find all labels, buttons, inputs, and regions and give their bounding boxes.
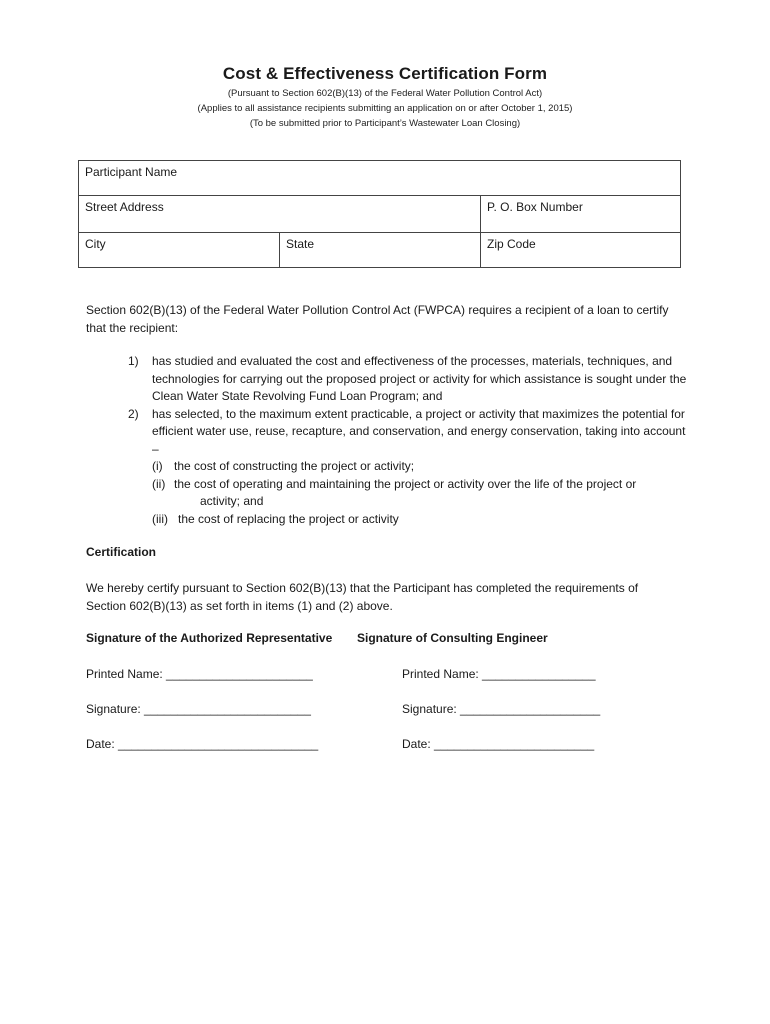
requirements-list [128, 353, 688, 528]
state-label: State [286, 237, 315, 251]
sub-list-item-number: (i) [152, 459, 163, 473]
sub-list-item-text: the cost of replacing the project or activity [178, 511, 399, 526]
list-item-text: has selected, to the maximum extent practicable, a project or activity that maximizes the potential for efficient water use, reuse, recapture, and conservation, and energy conservation, taking into account – [152, 406, 686, 456]
po-box-label: P. O. Box Number [487, 200, 583, 214]
subtitle-statute: (Pursuant to Section 602(B)(13) of the Federal Water Pollution Control Act) [227, 88, 543, 99]
engineer-signature-field[interactable]: Signature: _____________________ [402, 702, 601, 716]
state-field[interactable] [280, 233, 481, 268]
sub-list-item [152, 511, 688, 529]
sub-list-item-line: the cost of operating and maintaining the project or activity over the life of the project or [174, 476, 637, 491]
city-label: City [85, 237, 106, 251]
subtitle-submission: (To be submitted prior to Participant’s Wastewater Loan Closing) [249, 118, 521, 129]
list-item-number: 2) [128, 406, 139, 421]
sub-list-item [152, 476, 688, 511]
po-box-field[interactable] [481, 196, 681, 233]
rep-date-field[interactable]: Date: ______________________________ [86, 737, 319, 751]
participant-name-field[interactable] [79, 161, 681, 196]
engineer-printed-name-field[interactable]: Printed Name: _________________ [402, 667, 596, 681]
rep-printed-name-field[interactable]: Printed Name: ______________________ [86, 667, 313, 681]
list-item [128, 353, 688, 406]
list-item-number: 1) [128, 354, 139, 368]
participant-info-table [78, 160, 681, 268]
zip-field[interactable] [481, 233, 681, 268]
sub-list-item-number: (ii) [152, 476, 166, 491]
list-item-text: has studied and evaluated the cost and effectiveness of the processes, materials, techniques, and technologies for carrying out the proposed project or activity for which assistance is sought under the Clean Water State Revolving Fund Loan Program; and [152, 354, 687, 403]
authorized-rep-heading: Signature of the Authorized Representative [86, 631, 333, 645]
intro-paragraph: Section 602(B)(13) of the Federal Water Pollution Control Act (FWPCA) requires a recipient of a loan to certify that the recipient: [86, 303, 669, 335]
participant-name-label: Participant Name [85, 165, 178, 179]
rep-signature-field[interactable]: Signature: _________________________ [86, 702, 311, 716]
street-address-field[interactable] [79, 196, 481, 233]
sub-list-item [152, 458, 688, 476]
sub-list-item-text: the cost of constructing the project or activity; [174, 459, 415, 473]
sub-list-item-number: (iii) [152, 511, 168, 526]
consulting-engineer-heading: Signature of Consulting Engineer [357, 631, 548, 645]
street-address-label: Street Address [85, 200, 164, 214]
subtitle-applicability: (Applies to all assistance recipients submitting an application on or after October 1, 2015) [197, 103, 573, 114]
sub-list-item-text [174, 476, 688, 511]
sub-list-item-continuation: activity; and [200, 494, 264, 508]
form-title: Cost & Effectiveness Certification Form [222, 64, 548, 83]
certification-paragraph: We hereby certify pursuant to Section 602(B)(13) that the Participant has completed the requirements of Section 602(B)(13) as set forth in items (1) and (2) above. [86, 581, 639, 613]
list-item [128, 406, 688, 459]
engineer-date-field[interactable]: Date: ________________________ [402, 737, 595, 751]
zip-label: Zip Code [487, 237, 536, 251]
certification-heading: Certification [86, 545, 157, 559]
city-field[interactable] [79, 233, 280, 268]
